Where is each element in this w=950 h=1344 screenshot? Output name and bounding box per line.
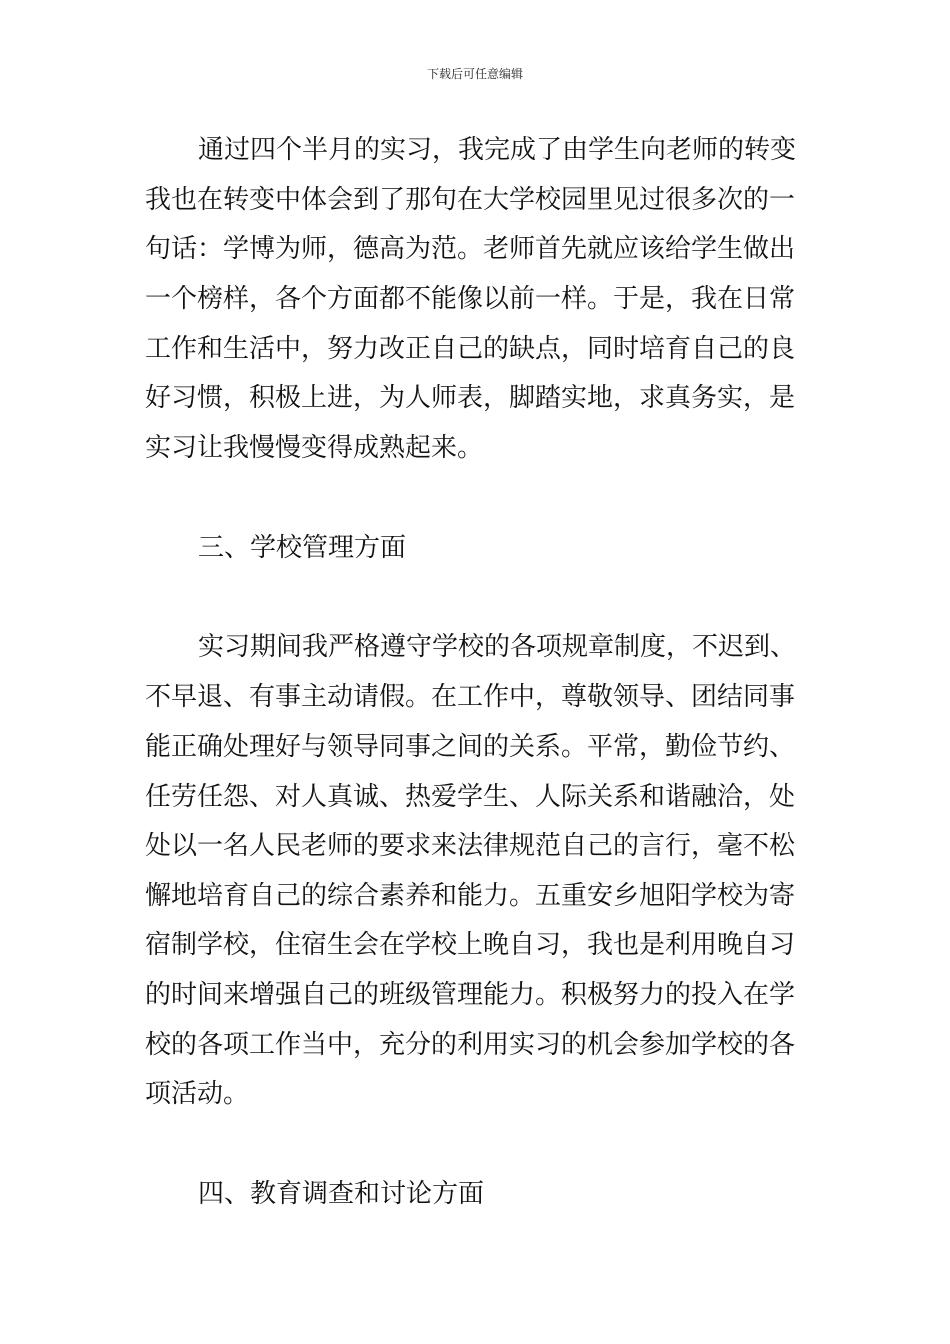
paragraph-line: 任劳任怨、对人真诚、热爱学生、人际关系和谐融洽，处 [145,782,796,812]
paragraph-line: 项活动。 [145,1079,250,1109]
section-heading-3: 三、学校管理方面 [198,533,407,563]
paragraph-line: 宿制学校，住宿生会在学校上晚自习，我也是利用晚自习 [145,930,796,960]
paragraph-line: 通过四个半月的实习，我完成了由学生向老师的转变 [198,135,797,165]
paragraph-line: 好习惯，积极上进，为人师表，脚踏实地，求真务实，是 [145,383,796,413]
paragraph-line: 实习期间我严格遵守学校的各项规章制度，不迟到、 [198,632,797,662]
paragraph-line: 懈地培育自己的综合素养和能力。五重安乡旭阳学校为寄 [145,881,796,911]
page-header: 下载后可任意编辑 [426,67,523,81]
paragraph-line: 一个榜样，各个方面都不能像以前一样。于是，我在日常 [145,284,796,314]
paragraph-line: 句话：学博为师，德高为范。老师首先就应该给学生做出 [145,234,796,264]
section-heading-4: 四、教育调查和讨论方面 [198,1179,485,1209]
paragraph-line: 校的各项工作当中，充分的利用实习的机会参加学校的各 [145,1030,796,1060]
paragraph-line: 的时间来增强自己的班级管理能力。积极努力的投入在学 [145,980,796,1010]
paragraph-line: 工作和生活中，努力改正自己的缺点，同时培育自己的良 [145,334,796,364]
paragraph-line: 我也在转变中体会到了那句在大学校园里见过很多次的一 [145,185,796,215]
paragraph-line: 不早退、有事主动请假。在工作中，尊敬领导、团结同事 [145,682,796,712]
paragraph-line: 实习让我慢慢变得成熟起来。 [145,433,484,463]
paragraph-line: 能正确处理好与领导同事之间的关系。平常，勤俭节约、 [145,732,796,762]
paragraph-line: 处以一名人民老师的要求来法律规范自己的言行，毫不松 [145,831,796,861]
